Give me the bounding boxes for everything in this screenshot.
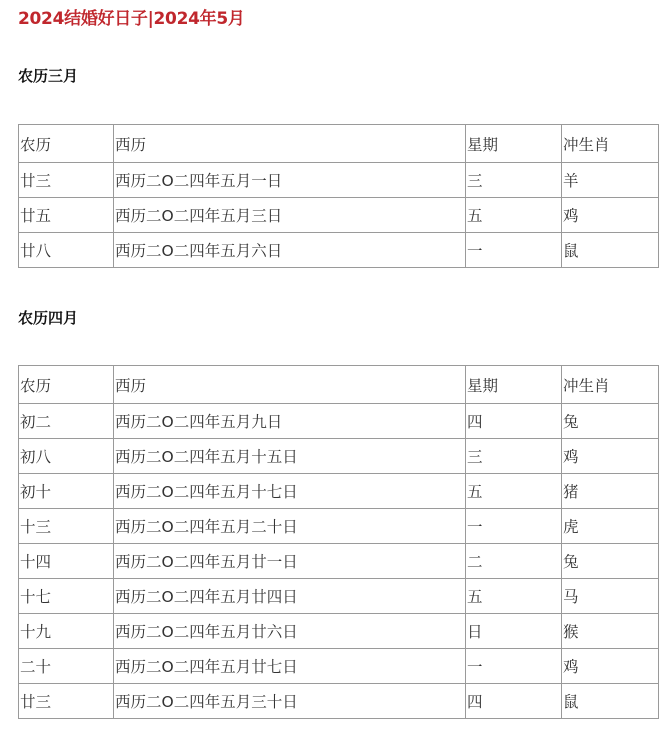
cell-weekday: 一 <box>466 509 562 544</box>
cell-weekday: 四 <box>466 684 562 719</box>
cell-gregorian: 西历二O二四年五月三十日 <box>114 684 466 719</box>
cell-weekday: 四 <box>466 404 562 439</box>
table-header-row <box>19 366 659 404</box>
page-title: 2024结婚好日子|2024年5月 <box>18 9 245 29</box>
table-row <box>19 439 659 474</box>
cell-gregorian: 西历二O二四年五月一日 <box>114 163 466 198</box>
cell-weekday: 二 <box>466 544 562 579</box>
cell-zodiac-clash: 鸡 <box>562 439 659 474</box>
cell-lunar: 初八 <box>19 439 114 474</box>
cell-zodiac-clash: 兔 <box>562 404 659 439</box>
table-row <box>19 404 659 439</box>
cell-gregorian: 西历二O二四年五月十五日 <box>114 439 466 474</box>
cell-lunar: 十四 <box>19 544 114 579</box>
cell-weekday: 一 <box>466 233 562 268</box>
table-row <box>19 544 659 579</box>
cell-lunar: 初十 <box>19 474 114 509</box>
cell-weekday: 三 <box>466 163 562 198</box>
cell-gregorian: 西历二O二四年五月廿四日 <box>114 579 466 614</box>
cell-gregorian: 西历二O二四年五月六日 <box>114 233 466 268</box>
header-weekday: 星期 <box>466 366 562 404</box>
cell-lunar: 廿三 <box>19 684 114 719</box>
cell-zodiac-clash: 虎 <box>562 509 659 544</box>
cell-zodiac-clash: 鼠 <box>562 684 659 719</box>
cell-weekday: 五 <box>466 198 562 233</box>
cell-zodiac-clash: 鼠 <box>562 233 659 268</box>
cell-zodiac-clash: 鸡 <box>562 198 659 233</box>
cell-lunar: 初二 <box>19 404 114 439</box>
cell-gregorian: 西历二O二四年五月三日 <box>114 198 466 233</box>
header-zodiac-clash: 冲生肖 <box>562 125 659 163</box>
cell-lunar: 廿三 <box>19 163 114 198</box>
cell-zodiac-clash: 兔 <box>562 544 659 579</box>
cell-weekday: 一 <box>466 649 562 684</box>
cell-weekday: 日 <box>466 614 562 649</box>
table-row <box>19 198 659 233</box>
header-lunar: 农历 <box>19 125 114 163</box>
section-title-lunar-month-3: 农历三月 <box>18 67 79 85</box>
cell-zodiac-clash: 马 <box>562 579 659 614</box>
cell-gregorian: 西历二O二四年五月廿一日 <box>114 544 466 579</box>
table-row <box>19 233 659 268</box>
table-row <box>19 509 659 544</box>
table-row <box>19 163 659 198</box>
cell-zodiac-clash: 猪 <box>562 474 659 509</box>
cell-lunar: 廿五 <box>19 198 114 233</box>
table-header-row <box>19 125 659 163</box>
cell-zodiac-clash: 猴 <box>562 614 659 649</box>
cell-weekday: 三 <box>466 439 562 474</box>
table-row <box>19 649 659 684</box>
section-title-lunar-month-4: 农历四月 <box>18 309 79 327</box>
header-lunar: 农历 <box>19 366 114 404</box>
table-row <box>19 474 659 509</box>
cell-lunar: 二十 <box>19 649 114 684</box>
date-table-lunar-month-3 <box>18 124 659 268</box>
cell-gregorian: 西历二O二四年五月二十日 <box>114 509 466 544</box>
header-gregorian: 西历 <box>114 125 466 163</box>
cell-weekday: 五 <box>466 474 562 509</box>
cell-lunar: 十三 <box>19 509 114 544</box>
table-row <box>19 684 659 719</box>
cell-gregorian: 西历二O二四年五月十七日 <box>114 474 466 509</box>
cell-zodiac-clash: 鸡 <box>562 649 659 684</box>
cell-lunar: 廿八 <box>19 233 114 268</box>
header-zodiac-clash: 冲生肖 <box>562 366 659 404</box>
cell-gregorian: 西历二O二四年五月九日 <box>114 404 466 439</box>
date-table-lunar-month-4 <box>18 365 659 719</box>
header-weekday: 星期 <box>466 125 562 163</box>
cell-zodiac-clash: 羊 <box>562 163 659 198</box>
header-gregorian: 西历 <box>114 366 466 404</box>
cell-weekday: 五 <box>466 579 562 614</box>
cell-gregorian: 西历二O二四年五月廿六日 <box>114 614 466 649</box>
cell-lunar: 十七 <box>19 579 114 614</box>
table-row <box>19 579 659 614</box>
table-row <box>19 614 659 649</box>
cell-lunar: 十九 <box>19 614 114 649</box>
cell-gregorian: 西历二O二四年五月廿七日 <box>114 649 466 684</box>
